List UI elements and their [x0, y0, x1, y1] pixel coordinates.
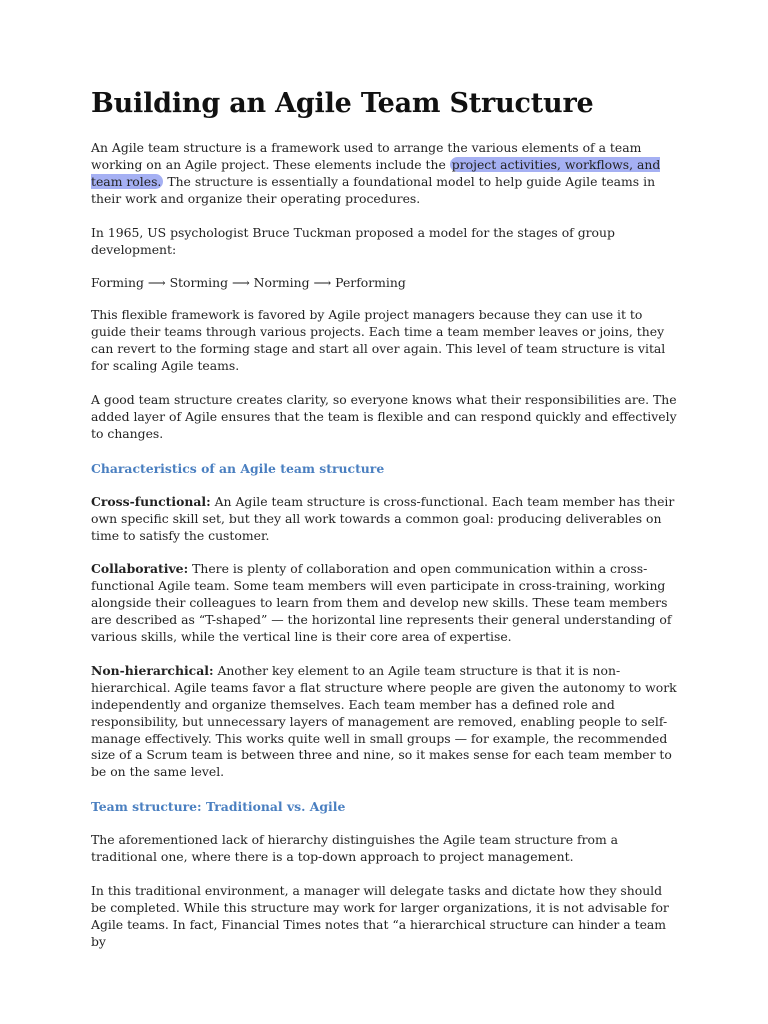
collaborative-paragraph	[91, 561, 681, 646]
collaborative-text: There is plenty of collaboration and open communication within a cross-functional Agile team. Some team members will even participate in cross-training, working alongside their colleagues to learn from them and develop new skills. These team members are described as “T-shaped” — the horizontal line represents their general understanding of various skills, while the vertical line is their core area of expertise.	[91, 561, 672, 645]
document-title: Building an Agile Team Structure	[91, 88, 594, 119]
lack-of-hierarchy-paragraph: The aforementioned lack of hierarchy distinguishes the Agile team structure from a traditional one, where there is a top-down approach to project management.	[91, 832, 619, 865]
highlighted-text[interactable]: project activities, workflows, and team roles.	[91, 156, 661, 189]
non-hierarchical-paragraph	[91, 663, 681, 781]
intro-text-before: An Agile team structure is a framework used to arrange the various elements of a team working on an Agile project. These elements include the	[91, 140, 642, 172]
characteristics-heading: Characteristics of an Agile team structure	[91, 460, 385, 476]
cross-functional-term: Cross-functional:	[91, 493, 211, 509]
structure-heading: Team structure: Traditional vs. Agile	[91, 799, 346, 815]
non-hierarchical-text: Another key element to an Agile team structure is that it is non-hierarchical. Agile teams favor a flat structure where people are given the autonomy to work independently and organize themselves. Each team member has a defined role and responsibility, but unnecessary layers of management are removed, enabling people to self-manage effectively. This works quite well in small groups — for example, the recommended size of a Scrum team is between three and nine, so it makes sense for each team member to be on the same level.	[91, 662, 677, 780]
clarity-paragraph: A good team structure creates clarity, so everyone knows what their responsibilities are. The added layer of Agile ensures that the team is flexible and can respond quickly and effectively to changes.	[91, 391, 677, 441]
tuckman-paragraph: In 1965, US psychologist Bruce Tuckman proposed a model for the stages of group development:	[91, 224, 615, 257]
stages-flow: Forming ⟶ Storming ⟶ Norming ⟶ Performing	[91, 275, 406, 291]
collaborative-term: Collaborative:	[91, 561, 189, 577]
cross-functional-paragraph	[91, 494, 681, 545]
flexible-framework-paragraph: This flexible framework is favored by Agile project managers because they can use it to guide their teams through various projects. Each time a team member leaves or joins, they can revert to the forming stage and start all over again. This level of team structure is vital for scaling Agile teams.	[91, 307, 666, 374]
intro-text-after: The structure is essentially a foundational model to help guide Agile teams in their work and organize their operating procedures.	[91, 173, 656, 206]
traditional-environment-paragraph: In this traditional environment, a manager will delegate tasks and dictate how they should be completed. While this structure may work for larger organizations, it is not advisable for Agile teams. In fact, Financial Times notes that “a hierarchical structure can hinder a team by	[91, 883, 669, 949]
intro-paragraph	[91, 140, 681, 208]
non-hierarchical-term: Non-hierarchical:	[91, 662, 214, 678]
document-body	[91, 84, 681, 968]
cross-functional-text: An Agile team structure is cross-functional. Each team member has their own specific skill set, but they all work towards a common goal: producing deliverables on time to satisfy the customer.	[91, 493, 675, 543]
